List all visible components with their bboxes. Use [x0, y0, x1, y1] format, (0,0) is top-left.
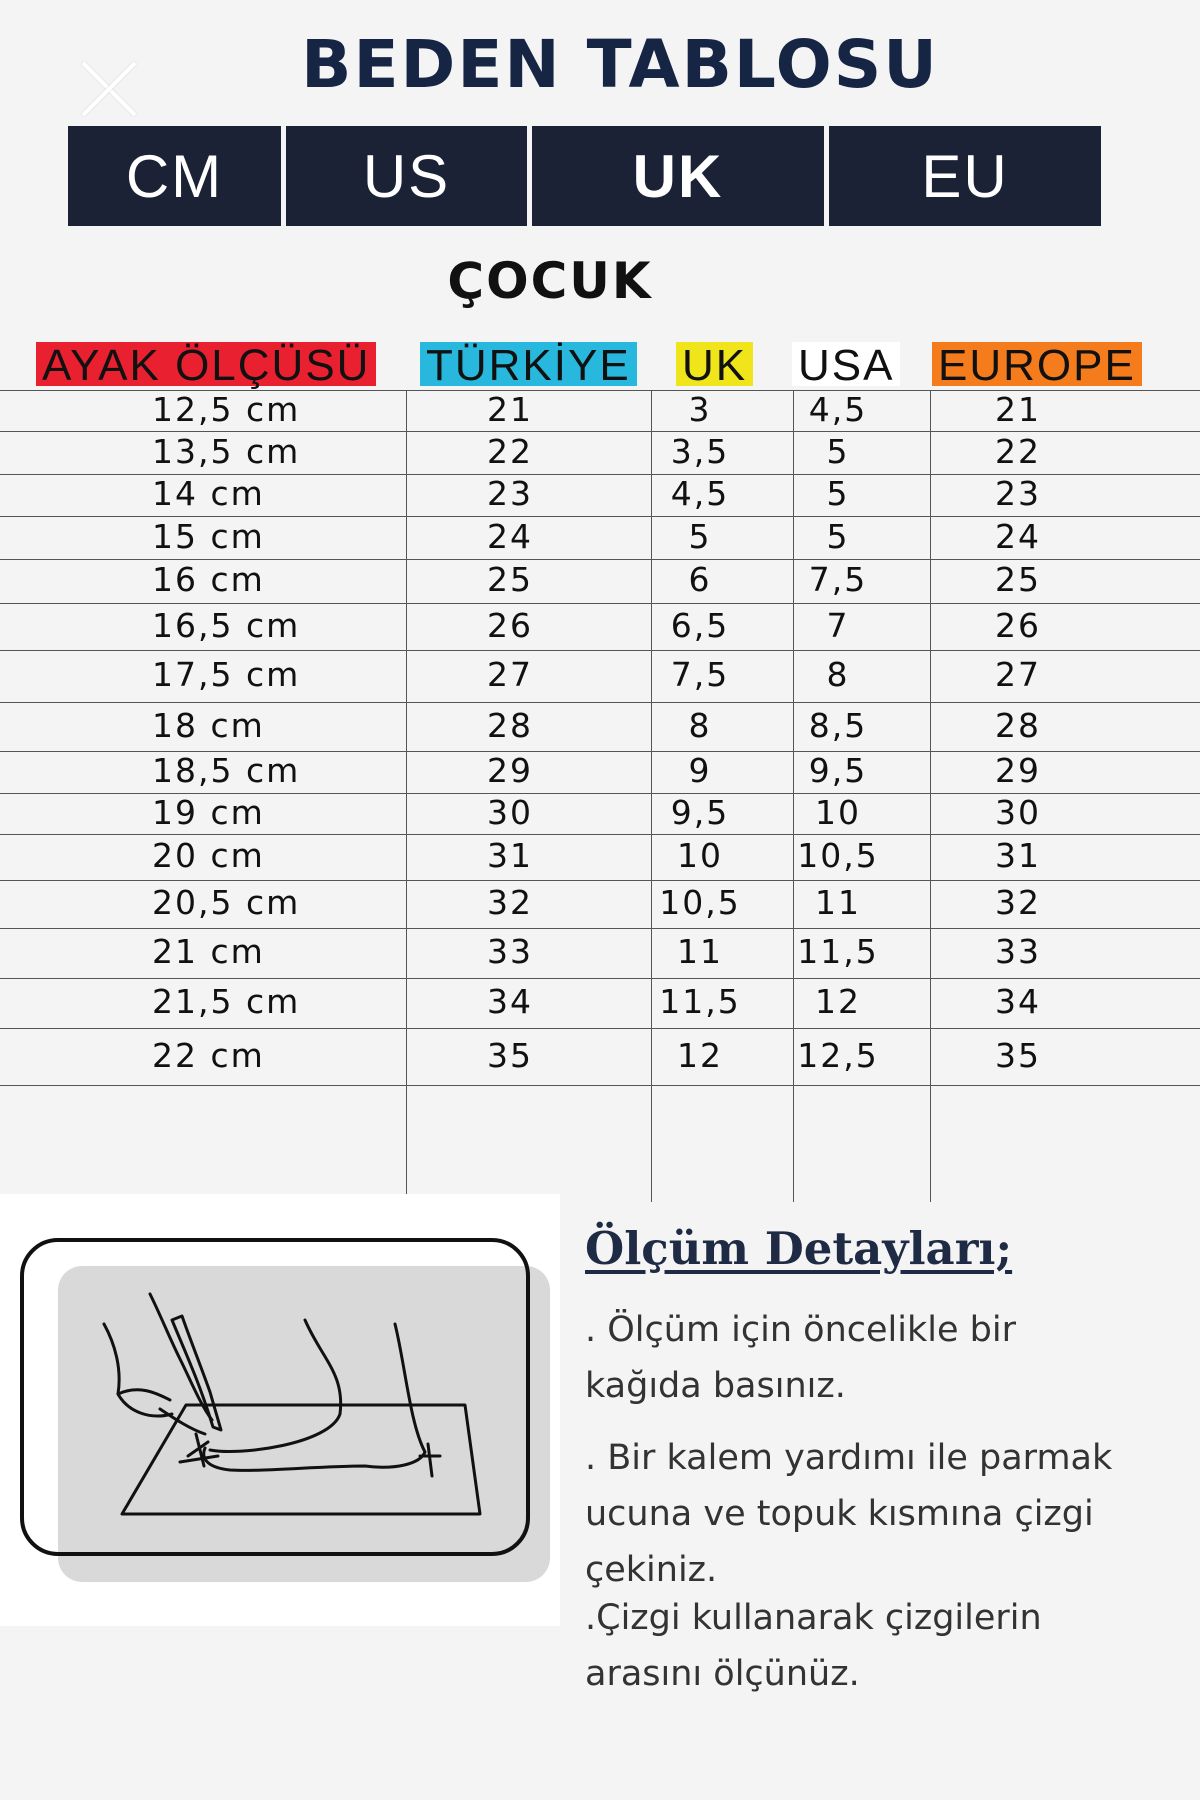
row-divider: [0, 1028, 1200, 1029]
foot-size-cell: 12,5 cm: [152, 389, 301, 429]
row-divider: [0, 650, 1200, 651]
uk-cell: 6: [688, 560, 712, 599]
europe-cell: 25: [995, 560, 1041, 599]
uk-cell: 6,5: [670, 605, 730, 645]
foot-size-cell: 15 cm: [152, 516, 265, 556]
page-title: BEDEN TABLOSU: [301, 26, 939, 103]
europe-cell: 29: [995, 751, 1041, 790]
column-divider: [930, 390, 931, 1202]
illustration-panel: [0, 1194, 560, 1626]
usa-cell: 9,5: [808, 751, 868, 790]
header-europe: EUROPE: [932, 342, 1142, 386]
tab-eu[interactable]: EU: [829, 126, 1101, 226]
turkiye-cell: 32: [487, 883, 533, 922]
europe-cell: 28: [995, 705, 1041, 745]
uk-cell: 12: [677, 1035, 723, 1075]
measure-line: ucuna ve topuk kısmına çizgi: [585, 1494, 1094, 1534]
measure-line: . Ölçüm için öncelikle bir: [585, 1310, 1016, 1350]
measure-line: .Çizgi kullanarak çizgilerin: [585, 1598, 1042, 1638]
europe-cell: 26: [995, 605, 1041, 645]
usa-cell: 5: [826, 474, 850, 513]
foot-size-cell: 20 cm: [152, 836, 265, 875]
column-divider: [793, 390, 794, 1202]
usa-cell: 7,5: [808, 560, 868, 599]
usa-cell: 5: [826, 431, 850, 471]
measure-line: . Bir kalem yardımı ile parmak: [585, 1438, 1113, 1478]
measure-line: arasını ölçünüz.: [585, 1654, 860, 1694]
row-divider: [0, 880, 1200, 881]
tab-uk[interactable]: UK: [532, 126, 824, 226]
foot-size-cell: 18 cm: [152, 705, 265, 745]
turkiye-cell: 31: [487, 836, 533, 875]
usa-cell: 4,5: [808, 389, 868, 429]
turkiye-cell: 30: [487, 792, 533, 832]
tab-cm[interactable]: CM: [68, 126, 281, 226]
turkiye-cell: 35: [487, 1035, 533, 1075]
turkiye-cell: 33: [487, 932, 533, 971]
europe-cell: 33: [995, 932, 1041, 971]
column-divider: [406, 390, 407, 1202]
header-turkiye: TÜRKİYE: [420, 342, 637, 386]
europe-cell: 32: [995, 883, 1041, 922]
measure-line: kağıda basınız.: [585, 1366, 846, 1406]
foot-size-cell: 17,5 cm: [152, 655, 301, 694]
measure-title: Ölçüm Detayları;: [585, 1222, 1013, 1275]
usa-cell: 5: [826, 516, 850, 556]
turkiye-cell: 34: [487, 982, 533, 1021]
usa-cell: 10: [815, 792, 861, 832]
europe-cell: 35: [995, 1035, 1041, 1075]
foot-size-cell: 22 cm: [152, 1035, 265, 1075]
turkiye-cell: 28: [487, 705, 533, 745]
europe-cell: 23: [995, 474, 1041, 513]
usa-cell: 7: [826, 605, 850, 645]
uk-cell: 11,5: [659, 982, 741, 1021]
section-title: ÇOCUK: [447, 252, 653, 310]
foot-size-cell: 16,5 cm: [152, 605, 301, 645]
foot-size-cell: 21 cm: [152, 932, 265, 971]
uk-cell: 9: [688, 751, 712, 790]
europe-cell: 30: [995, 792, 1041, 832]
row-divider: [0, 978, 1200, 979]
usa-cell: 11,5: [797, 932, 879, 971]
row-divider: [0, 834, 1200, 835]
turkiye-cell: 24: [487, 516, 533, 556]
europe-cell: 22: [995, 431, 1041, 471]
foot-size-cell: 20,5 cm: [152, 883, 301, 922]
tab-us[interactable]: US: [286, 126, 527, 226]
turkiye-cell: 29: [487, 751, 533, 790]
usa-cell: 12: [815, 982, 861, 1021]
uk-cell: 10: [677, 836, 723, 875]
europe-cell: 31: [995, 836, 1041, 875]
uk-cell: 8: [688, 705, 712, 745]
europe-cell: 21: [995, 389, 1041, 429]
uk-cell: 10,5: [659, 883, 741, 922]
usa-cell: 12,5: [797, 1035, 879, 1075]
usa-cell: 8: [826, 655, 850, 694]
uk-cell: 9,5: [670, 792, 730, 832]
uk-cell: 7,5: [670, 655, 730, 694]
turkiye-cell: 21: [487, 389, 533, 429]
turkiye-cell: 27: [487, 655, 533, 694]
size-table: [0, 390, 1200, 1210]
row-divider: [0, 702, 1200, 703]
uk-cell: 3,5: [670, 431, 730, 471]
row-divider: [0, 1085, 1200, 1086]
foot-measuring-icon: [0, 1194, 560, 1626]
header-uk: UK: [676, 342, 753, 386]
header-foot-size: AYAK ÖLÇÜSÜ: [36, 342, 376, 386]
uk-cell: 5: [688, 516, 712, 556]
europe-cell: 34: [995, 982, 1041, 1021]
column-divider: [651, 390, 652, 1202]
row-divider: [0, 603, 1200, 604]
uk-cell: 3: [688, 389, 712, 429]
usa-cell: 10,5: [797, 836, 879, 875]
foot-size-cell: 13,5 cm: [152, 431, 301, 471]
foot-size-cell: 14 cm: [152, 474, 265, 513]
turkiye-cell: 22: [487, 431, 533, 471]
turkiye-cell: 25: [487, 560, 533, 599]
foot-size-cell: 21,5 cm: [152, 982, 301, 1021]
foot-size-cell: 19 cm: [152, 792, 265, 832]
foot-size-cell: 18,5 cm: [152, 751, 301, 790]
usa-cell: 11: [815, 883, 861, 922]
header-usa: USA: [792, 342, 900, 386]
europe-cell: 24: [995, 516, 1041, 556]
uk-cell: 4,5: [670, 474, 730, 513]
measure-line: çekiniz.: [585, 1550, 718, 1590]
row-divider: [0, 928, 1200, 929]
turkiye-cell: 23: [487, 474, 533, 513]
uk-cell: 11: [677, 932, 723, 971]
foot-size-cell: 16 cm: [152, 560, 265, 599]
turkiye-cell: 26: [487, 605, 533, 645]
europe-cell: 27: [995, 655, 1041, 694]
usa-cell: 8,5: [808, 705, 868, 745]
unit-tabs: [68, 126, 1106, 226]
